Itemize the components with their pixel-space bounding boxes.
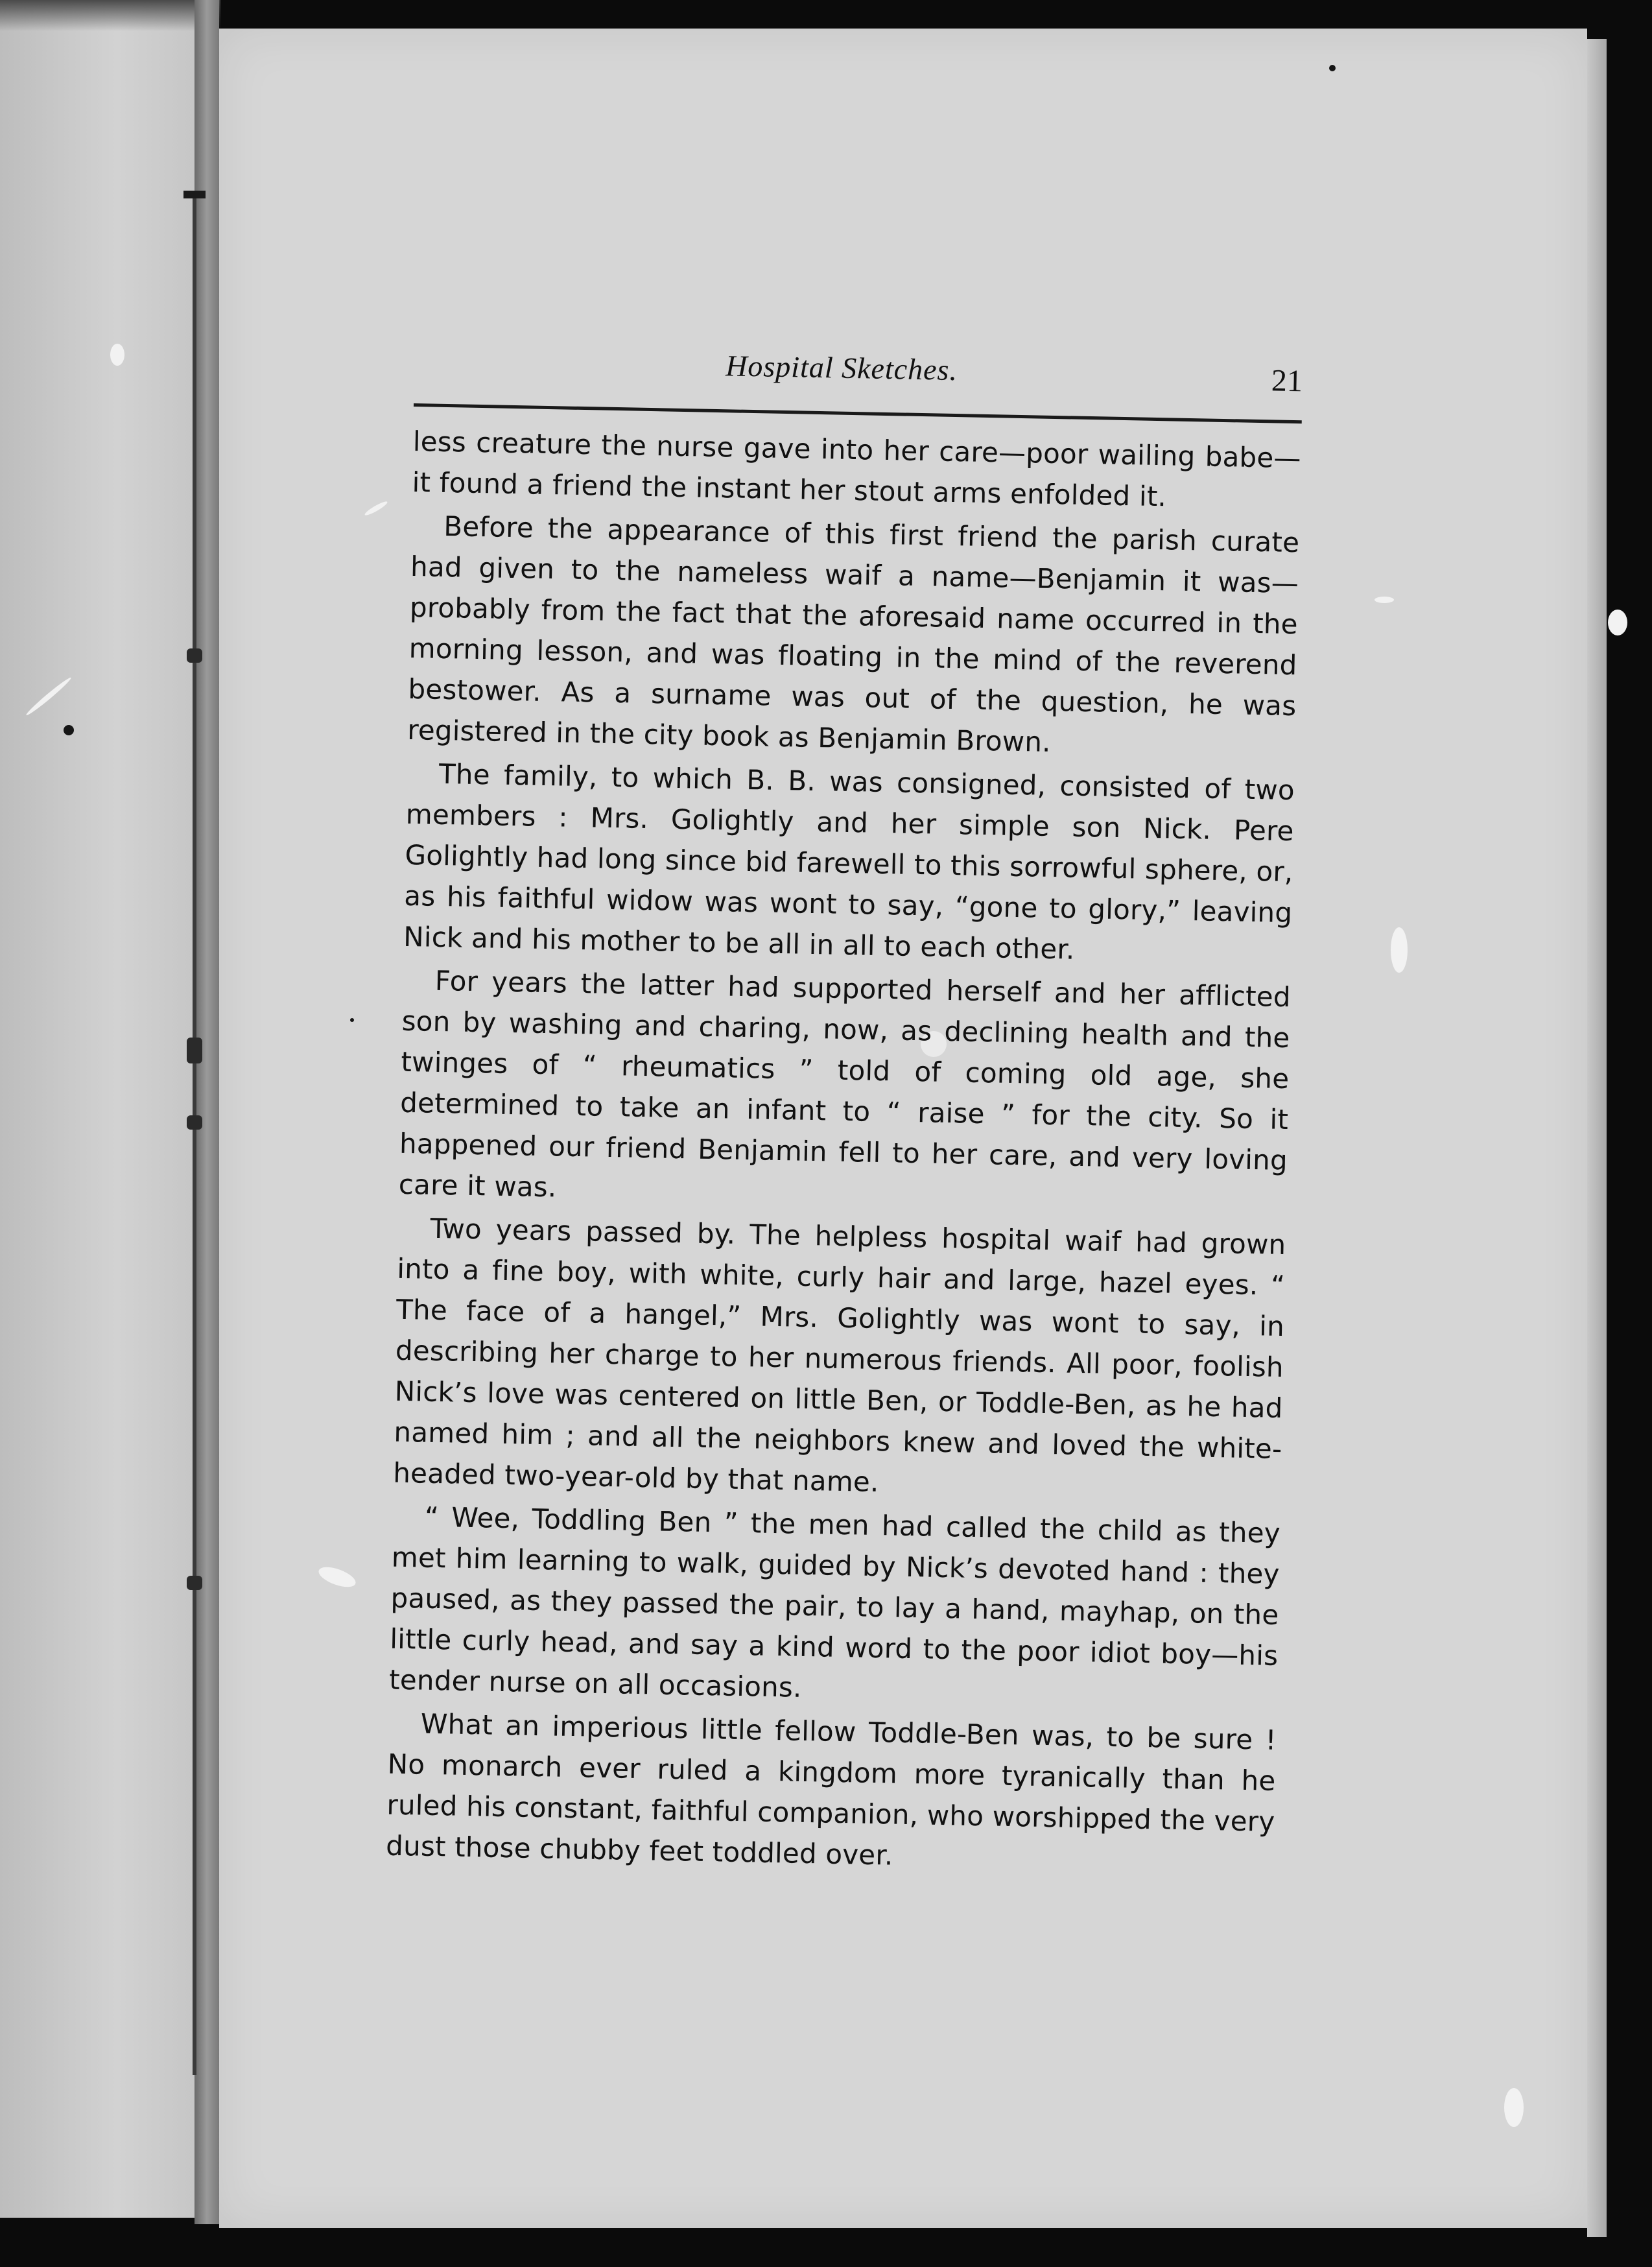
paragraph: “ Wee, Toddling Ben ” the men had called the child as they met him learning to walk, guided by Nick’s devoted hand : they paused, as they passed the pair, to lay a hand, mayhap, on the little curly head, and say a kind word to the poor idiot boy—his tender nurse on all occasions. — [388, 1501, 1281, 1703]
dust-speck — [1375, 597, 1394, 603]
dust-speck — [1391, 927, 1408, 973]
dust-speck — [1504, 2088, 1524, 2127]
binding-stitch — [187, 1038, 202, 1063]
dust-speck — [110, 344, 124, 366]
binding-thread — [193, 195, 196, 2075]
binding-stitch — [187, 1576, 202, 1590]
facing-page-edge — [0, 0, 195, 2218]
dark-speck — [350, 1018, 354, 1022]
top-shadow — [0, 0, 220, 31]
book-gutter — [195, 0, 219, 2224]
paragraph: less creature the nurse gave into her care—poor wailing babe—it found a friend the instant her stout arms enfolded it. — [412, 425, 1302, 513]
dark-speck — [1329, 65, 1336, 71]
page-number: 21 — [1271, 363, 1303, 399]
paragraph: Before the appearance of this first friend the parish curate had given to the nameless waif a name—Benjamin it was—probably from the fact that the aforesaid name occurred in the morning lesson, and was floating in the mind of the reverend bestower. As a surname was out of the question, he was registered in the city book as Benjamin Brown. — [407, 510, 1300, 758]
binding-thread-top — [183, 191, 206, 198]
page-right-edge — [1587, 39, 1607, 2237]
binding-stitch — [187, 648, 202, 663]
paragraph: For years the latter had supported herself and her afflicted son by washing and charing, now, as declining health and the twinges of “ rheumatics ” told of coming old age, she determined to take an infant to “ raise ” for the city. So it happened our friend Benjamin fell to her care, and very loving care it was. — [398, 964, 1292, 1204]
binding-stitch — [187, 1115, 202, 1130]
dark-speck — [64, 725, 74, 735]
page-text-block — [386, 337, 1303, 1886]
paragraph: What an imperious little fellow Toddle-Ben was, to be sure ! No monarch ever ruled a kingdom more tyranically than he ruled his constant, faithful companion, who worshipped the very dust those chubby feet toddled over. — [385, 1707, 1277, 1871]
running-title: Hospital Sketches. — [725, 349, 958, 387]
dust-speck — [1608, 610, 1627, 635]
paragraph: Two years passed by. The helpless hospital waif had grown into a fine boy, with white, curly hair and large, hazel eyes. “ The face of a hangel,” Mrs. Golightly was wont to say, in describing her charge to her numerous friends. All poor, foolish Nick’s love was centered on little Ben, or Toddle-Ben, as he had named him ; and all the neighbors knew and loved the white-headed two-year-old by that name. — [392, 1212, 1286, 1499]
paragraph: The family, to which B. B. was consigned, consisted of two members : Mrs. Golightly and her simple son Nick. Pere Golightly had long since bid farewell to this sorrowful sphere, or, as his faithful widow was wont to say, “gone to glory,” leaving Nick and his mother to be all in all to each other. — [403, 757, 1295, 966]
